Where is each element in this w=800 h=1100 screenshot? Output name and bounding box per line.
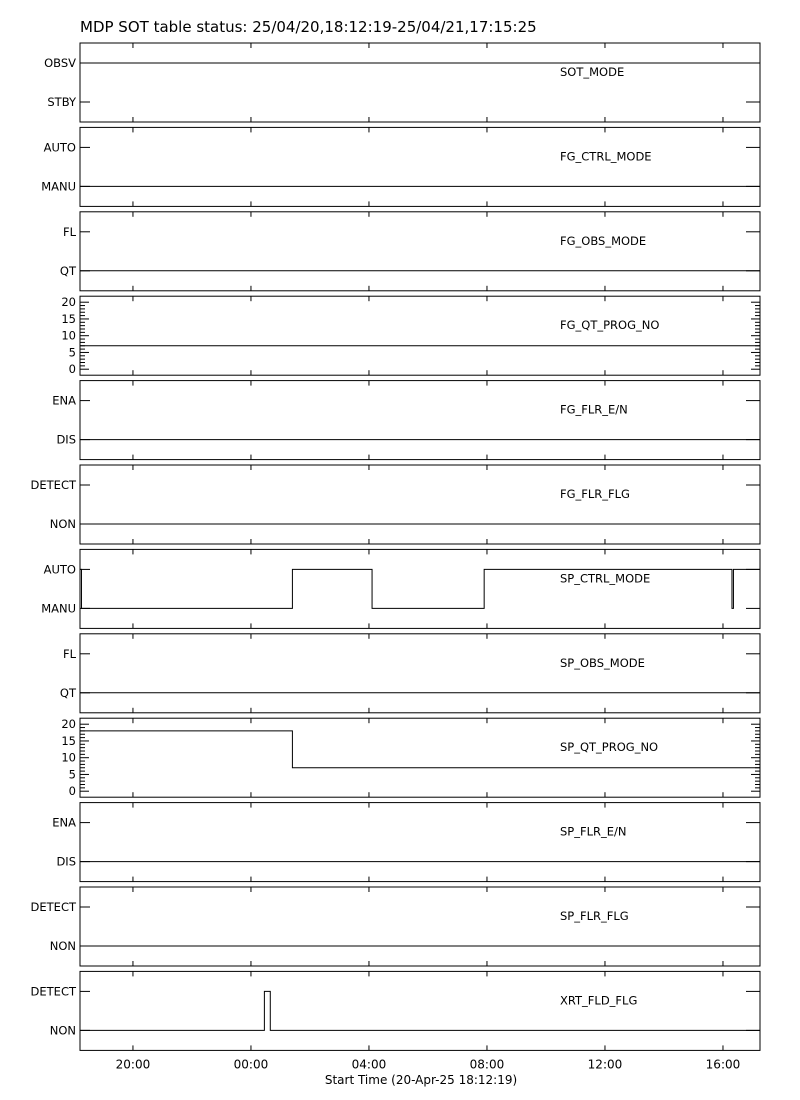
y-tick-label: 10 [61, 750, 76, 765]
y-label-low: STBY [47, 95, 76, 109]
x-tick-label: 00:00 [233, 1057, 269, 1072]
y-tick-label: 20 [61, 295, 76, 310]
panel-fg-obs-mode [60, 212, 760, 291]
y-label-low: NON [49, 939, 76, 953]
panel-label: FG_QT_PROG_NO [560, 318, 660, 333]
y-label-low: DIS [56, 854, 76, 869]
series-line-sp-ctrl-mode [80, 569, 760, 608]
y-tick-label: 5 [68, 767, 76, 782]
panel-label: SOT_MODE [560, 65, 625, 79]
panel-label: SP_QT_PROG_NO [560, 740, 659, 755]
x-axis-title: Start Time (20-Apr-25 18:12:19) [324, 1073, 518, 1087]
y-label-high: OBSV [44, 56, 76, 70]
panel-frame [80, 127, 760, 206]
panel-frame [80, 465, 760, 544]
panels [31, 43, 760, 1050]
y-label-high: DETECT [30, 478, 76, 492]
y-label-high: DETECT [30, 984, 76, 999]
x-tick-label: 08:00 [469, 1057, 505, 1072]
x-tick-label: 16:00 [705, 1057, 741, 1072]
panel-fg-qt-prog-no [61, 295, 760, 376]
panel-label: SP_CTRL_MODE [560, 571, 651, 586]
y-label-low: NON [49, 1023, 76, 1038]
y-tick-label: 10 [61, 328, 76, 343]
panel-frame [80, 212, 760, 291]
panel-frame [80, 296, 760, 375]
panel-label: FG_FLR_FLG [560, 487, 630, 501]
y-tick-label: 15 [61, 733, 76, 748]
panel-sot-mode [44, 43, 760, 122]
y-label-high: ENA [52, 393, 76, 408]
panel-label: XRT_FLD_FLG [560, 993, 638, 1008]
x-tick-label: 20:00 [115, 1057, 151, 1072]
panel-xrt-fld-flg [31, 971, 760, 1050]
y-label-high: AUTO [43, 562, 76, 577]
y-label-high: ENA [52, 815, 76, 830]
panel-sp-flr-flg [31, 887, 760, 966]
panel-frame [80, 803, 760, 882]
panel-frame [80, 718, 760, 797]
panel-label: SP_FLR_FLG [560, 909, 629, 923]
y-label-high: AUTO [43, 140, 76, 155]
y-tick-label: 0 [68, 784, 76, 799]
y-tick-label: 5 [68, 345, 76, 360]
y-label-low: MANU [41, 179, 76, 194]
panel-sp-qt-prog-no [61, 717, 760, 798]
panel-label: FG_OBS_MODE [560, 233, 647, 248]
panel-frame [80, 381, 760, 460]
panel-label: FG_CTRL_MODE [560, 149, 652, 164]
x-axis-ticks [116, 1057, 741, 1071]
y-label-high: DETECT [30, 900, 76, 914]
y-label-low: MANU [41, 601, 76, 616]
panel-label: SP_OBS_MODE [560, 655, 645, 670]
panel-fg-ctrl-mode [41, 127, 760, 206]
x-tick-label: 12:00 [587, 1057, 623, 1072]
y-tick-label: 0 [68, 362, 76, 377]
y-tick-label: 20 [61, 717, 76, 732]
y-tick-label: 15 [61, 311, 76, 326]
panel-label: SP_FLR_E/N [560, 824, 627, 839]
panel-frame [80, 549, 760, 628]
panel-fg-flr-flg [31, 465, 760, 544]
x-tick-label: 04:00 [351, 1057, 387, 1072]
y-label-low: QT [59, 263, 76, 278]
series-line-xrt-fld-flg [80, 991, 760, 1030]
y-label-low: NON [49, 517, 76, 531]
panel-sp-ctrl-mode [41, 549, 760, 628]
panel-frame [80, 43, 760, 122]
y-label-high: FL [62, 224, 76, 239]
panel-frame [80, 634, 760, 713]
y-label-low: DIS [56, 432, 76, 447]
panel-label: FG_FLR_E/N [560, 402, 628, 417]
panel-frame [80, 887, 760, 966]
y-label-low: QT [59, 685, 76, 700]
panel-fg-flr-e-n [52, 381, 760, 460]
panel-sp-obs-mode [60, 634, 760, 713]
panel-frame [80, 971, 760, 1050]
chart-title: MDP SOT table status: 25/04/20,18:12:19-25/04/21,17:15:25 [80, 18, 537, 36]
panel-sp-flr-e-n [52, 803, 760, 882]
y-label-high: FL [62, 646, 76, 661]
